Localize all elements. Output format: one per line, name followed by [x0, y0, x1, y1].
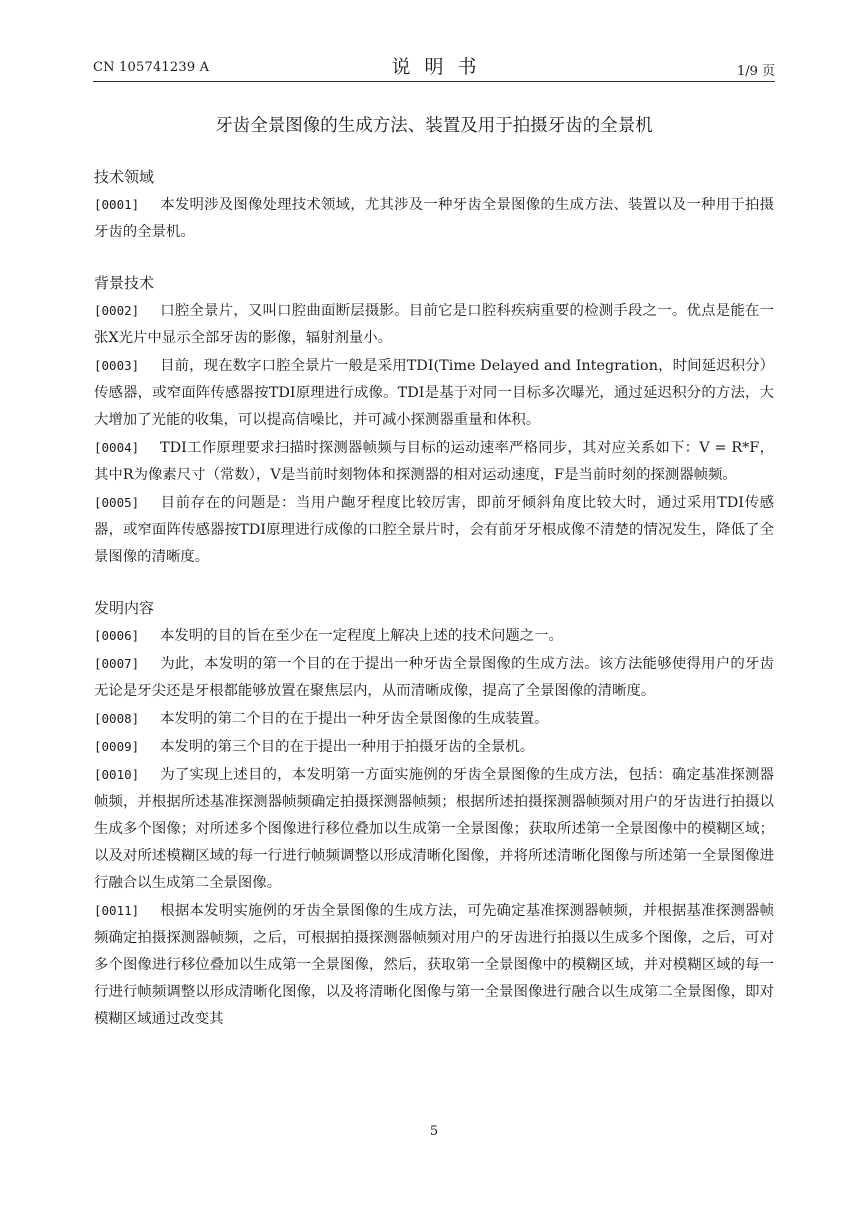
paragraph-number: [0007]	[94, 656, 140, 671]
paragraph-number: [0005]	[94, 495, 140, 510]
page-header	[93, 52, 775, 82]
paragraph-text: 本发明的第三个目的在于提出一种用于拍摄牙齿的全景机。	[160, 739, 535, 755]
header-rule	[93, 81, 775, 82]
paragraph-number: [0008]	[94, 711, 140, 726]
patent-number: CN 105741239 A	[93, 60, 210, 75]
paragraph	[94, 434, 774, 489]
paragraph-text: 本发明的第二个目的在于提出一种牙齿全景图像的生成装置。	[160, 711, 549, 727]
paragraph-text: 根据本发明实施例的牙齿全景图像的生成方法，可先确定基准探测器帧频，并根据基准探测器帧频确定拍摄探测器帧频，之后，可根据拍摄探测器帧频对用户的牙齿进行拍摄以生成多个图像，之后，可对多个图像进行移位叠加以生成第一全景图像，然后，获取第一全景图像中的模糊区域，并对模糊区域的每一行进行帧频调整以形成清晰化图像，以及将清晰化图像与第一全景图像进行融合以生成第二全景图像，即对模糊区域通过改变其	[94, 903, 774, 1027]
section-heading: 技术领域	[94, 168, 155, 186]
paragraph-number: [0004]	[94, 440, 140, 455]
paragraph	[94, 650, 774, 705]
paragraph-text: 本发明涉及图像处理技术领域，尤其涉及一种牙齿全景图像的生成方法、装置以及一种用于拍摄牙齿的全景机。	[94, 197, 774, 240]
section-heading: 背景技术	[94, 274, 155, 292]
paragraph-number: [0011]	[94, 903, 140, 918]
paragraph-number: [0009]	[94, 739, 140, 754]
document-body	[94, 164, 774, 1033]
paragraph-text: 口腔全景片，又叫口腔曲面断层摄影。目前它是口腔科疾病重要的检测手段之一。优点是能在一张X光片中显示全部牙齿的影像，辐射剂量小。	[94, 303, 774, 346]
paragraph-text: 目前存在的问题是：当用户龅牙程度比较厉害，即前牙倾斜角度比较大时，通过采用TDI传感器，或窄面阵传感器按TDI原理进行成像的口腔全景片时，会有前牙牙根成像不清楚的情况发生，降低了全景图像的清晰度。	[94, 495, 774, 565]
paragraph	[94, 489, 774, 571]
paragraph-number: [0010]	[94, 767, 140, 782]
paragraph	[94, 733, 774, 761]
document-title: 牙齿全景图像的生成方法、装置及用于拍摄牙齿的全景机	[215, 116, 653, 136]
paragraph	[94, 297, 774, 352]
paragraph-text: 为此，本发明的第一个目的在于提出一种牙齿全景图像的生成方法。该方法能够使得用户的牙齿无论是牙尖还是牙根都能够放置在聚焦层内，从而清晰成像，提高了全景图像的清晰度。	[94, 656, 774, 699]
paragraph	[94, 622, 774, 650]
paragraph	[94, 352, 774, 434]
paragraph	[94, 761, 774, 897]
paragraph-number: [0003]	[94, 358, 140, 373]
paragraph	[94, 705, 774, 733]
page-indicator: 1/9 页	[736, 64, 775, 79]
paragraph	[94, 191, 774, 246]
paragraph	[94, 897, 774, 1033]
paragraph-number: [0002]	[94, 303, 140, 318]
page-number: 5	[429, 1124, 439, 1139]
paragraph-text: TDI工作原理要求扫描时探测器帧频与目标的运动速率严格同步，其对应关系如下：V = R*F，其中R为像素尺寸（常数），V是当前时刻物体和探测器的相对运动速度，F是当前时刻的探测器帧频。	[94, 440, 774, 483]
paragraph-text: 目前，现在数字口腔全景片一般是采用TDI(Time Delayed and Integration，时间延迟积分）传感器，或窄面阵传感器按TDI原理进行成像。TDI是基于对同一目标多次曝光，通过延迟积分的方法，大大增加了光能的收集，可以提高信噪比，并可减小探测器重量和体积。	[94, 358, 774, 428]
document-type: 说明书	[391, 56, 491, 78]
paragraph-number: [0006]	[94, 628, 140, 643]
paragraph-text: 为了实现上述目的，本发明第一方面实施例的牙齿全景图像的生成方法，包括：确定基准探测器帧频，并根据所述基准探测器帧频确定拍摄探测器帧频；根据所述拍摄探测器帧频对用户的牙齿进行拍摄以生成多个图像；对所述多个图像进行移位叠加以生成第一全景图像；获取所述第一全景图像中的模糊区域；以及对所述模糊区域的每一行进行帧频调整以形成清晰化图像，并将所述清晰化图像与所述第一全景图像进行融合以生成第二全景图像。	[94, 767, 774, 891]
paragraph-text: 本发明的目的旨在至少在一定程度上解决上述的技术问题之一。	[160, 628, 563, 644]
paragraph-number: [0001]	[94, 197, 140, 212]
section-heading: 发明内容	[94, 599, 155, 617]
